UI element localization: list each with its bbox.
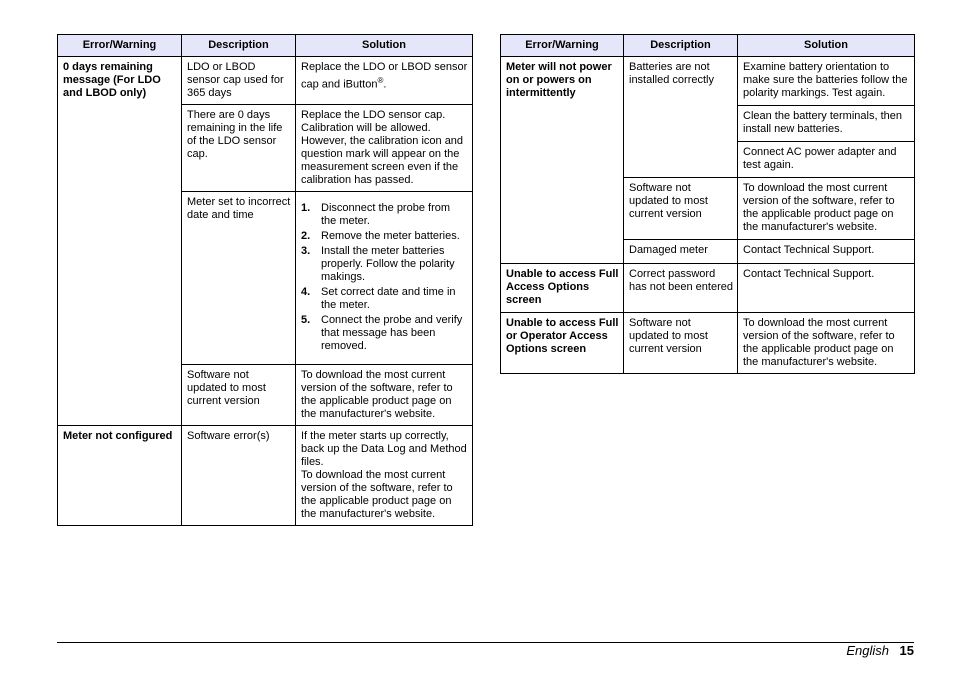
step-text: Install the meter batteries properly. Follow the polarity makings.: [321, 245, 455, 283]
table-row: [58, 57, 473, 105]
footer-divider: [57, 642, 914, 643]
error-cell: Unable to access Full or Operator Access Options screen: [501, 313, 624, 374]
description-cell: Software error(s): [182, 426, 296, 526]
description-cell: Software not updated to most current version: [624, 313, 738, 374]
solution-cell: Contact Technical Support.: [738, 264, 915, 313]
error-cell: Meter not configured: [58, 426, 182, 526]
step-text: Connect the probe and verify that message has been removed.: [321, 314, 463, 352]
list-item: [301, 286, 468, 312]
error-cell: Unable to access Full Access Options screen: [501, 264, 624, 313]
description-cell: Software not updated to most current version: [624, 178, 738, 240]
list-item: [301, 314, 468, 353]
steps-list: [301, 202, 468, 353]
solution-cell: [296, 57, 473, 105]
step-text: Disconnect the probe from the meter.: [321, 202, 451, 227]
step-number: 5.: [301, 314, 311, 326]
solution-text-end: .: [383, 78, 387, 91]
footer-language: English: [846, 643, 889, 658]
description-cell: Software not updated to most current version: [182, 365, 296, 426]
step-text: Set correct date and time in the meter.: [321, 286, 456, 311]
table-row: [501, 264, 915, 313]
solution-cell: Clean the battery terminals, then install new batteries.: [738, 106, 915, 142]
solution-cell: To download the most current version of the software, refer to the applicable product page on the manufacturer's website.: [296, 365, 473, 426]
step-text: Remove the meter batteries.: [321, 230, 460, 242]
table-header-row: [58, 35, 473, 57]
solution-cell: Replace the LDO sensor cap. Calibration will be allowed. However, the calibration icon and question mark will appear on the measurement screen even if the calibration has passed.: [296, 105, 473, 192]
description-cell: There are 0 days remaining in the life of the LDO sensor cap.: [182, 105, 296, 192]
table-row: [501, 57, 915, 106]
solution-line: To download the most current version of the software, refer to the applicable product page on the manufacturer's website.: [301, 469, 453, 520]
step-number: 2.: [301, 230, 311, 242]
solution-line: If the meter starts up correctly, back up the Data Log and Method files.: [301, 430, 467, 468]
header-description: Description: [182, 35, 296, 57]
error-cell: Meter will not power on or powers on intermittently: [501, 57, 624, 264]
header-description: Description: [624, 35, 738, 57]
header-solution: Solution: [738, 35, 915, 57]
table-row: [58, 426, 473, 526]
step-number: 1.: [301, 202, 311, 214]
header-error-warning: Error/Warning: [58, 35, 182, 57]
description-cell: Batteries are not installed correctly: [624, 57, 738, 178]
troubleshooting-table-right: [500, 34, 915, 374]
solution-cell: Contact Technical Support.: [738, 240, 915, 264]
solution-cell: Connect AC power adapter and test again.: [738, 142, 915, 178]
table-header-row: [501, 35, 915, 57]
step-number: 4.: [301, 286, 311, 298]
table-row: [501, 313, 915, 374]
registered-mark: ®: [377, 76, 384, 85]
description-cell: Damaged meter: [624, 240, 738, 264]
solution-text: Replace the LDO or LBOD sensor cap and iButton: [301, 61, 468, 91]
solution-cell: To download the most current version of the software, refer to the applicable product page on the manufacturer's website.: [738, 313, 915, 374]
solution-cell: Examine battery orientation to make sure the batteries follow the polarity markings. Test again.: [738, 57, 915, 106]
description-cell: Correct password has not been entered: [624, 264, 738, 313]
description-cell: LDO or LBOD sensor cap used for 365 days: [182, 57, 296, 105]
step-number: 3.: [301, 245, 311, 257]
solution-cell: [296, 192, 473, 365]
description-cell: Meter set to incorrect date and time: [182, 192, 296, 365]
list-item: [301, 202, 468, 228]
header-solution: Solution: [296, 35, 473, 57]
list-item: [301, 230, 468, 243]
page-number: 15: [899, 643, 914, 658]
header-error-warning: Error/Warning: [501, 35, 624, 57]
troubleshooting-table-left: [57, 34, 473, 526]
list-item: [301, 245, 468, 284]
solution-cell: To download the most current version of the software, refer to the applicable product page on the manufacturer's website.: [738, 178, 915, 240]
error-cell: 0 days remaining message (For LDO and LBOD only): [58, 57, 182, 426]
solution-cell: [296, 426, 473, 526]
